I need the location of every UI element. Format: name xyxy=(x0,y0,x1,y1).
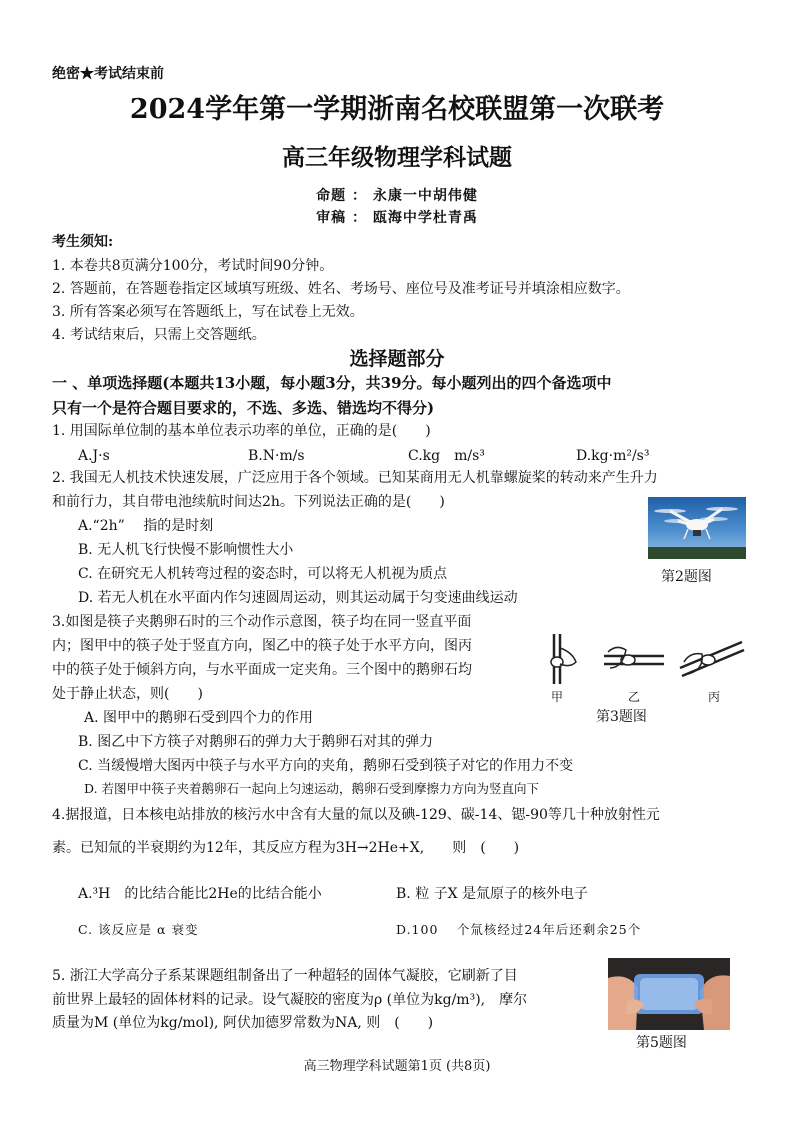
notice-item: 3. 所有答案必须写在答题纸上，写在试卷上无效。 xyxy=(52,304,364,320)
q3-option-d: D. 若图甲中筷子夹着鹅卵石一起向上匀速运动，鹅卵石受到摩擦力方向为竖直向下 xyxy=(84,781,540,796)
q3-option-a: A. 图甲中的鹅卵石受到四个力的作用 xyxy=(84,710,314,726)
notice-item: 4. 考试结束后，只需上交答题纸。 xyxy=(52,327,266,343)
q4-option-c: C. 该反应是 α 衰变 xyxy=(78,922,199,937)
reviewer-line: 审稿 ： 瓯海中学杜青禹 xyxy=(316,210,478,226)
notice-item: 1. 本卷共8页满分100分，考试时间90分钟。 xyxy=(52,258,334,274)
q3-figure-label: 甲 xyxy=(551,690,564,704)
author-line: 命题 ： 永康一中胡伟健 xyxy=(316,188,478,204)
q3-stem-line: 处于静止状态，则( ) xyxy=(52,686,203,702)
q2-option-b: B. 无人机飞行快慢不影响惯性大小 xyxy=(78,542,294,558)
notice-item: 2. 答题前，在答题卷指定区域填写班级、姓名、考场号、座位号及准考证号并填涂相应数字。 xyxy=(52,281,630,297)
q1-option-b: B.N·m/s xyxy=(248,448,305,464)
q1-option-c: C.kg m/s³ xyxy=(408,448,485,464)
drone-photo xyxy=(648,497,746,559)
q4-stem-line: 素。已知氚的半衰期约为12年，其反应方程为3H→2He+X, 则 ( ) xyxy=(52,840,520,856)
page-footer: 高三物理学科试题第1页 (共8页) xyxy=(303,1059,491,1074)
q4-stem-line: 4.据报道，日本核电站排放的核污水中含有大量的氚以及碘-129、碳-14、锶-90等几十种放射性元 xyxy=(52,807,660,823)
section-intro-line: 一 、单项选择题(本题共13小题，每小题3分，共39分。每小题列出的四个备选项中 xyxy=(52,374,612,392)
section-intro-line: 只有一个是符合题目要求的，不选、多选、错选均不得分) xyxy=(52,399,435,417)
q2-stem-line: 和前行力，其自带电池续航时间达2h。下列说法正确的是( ) xyxy=(52,494,445,510)
q1-option-a: A.J·s xyxy=(78,448,110,464)
q3-figure-label: 丙 xyxy=(708,690,721,704)
q3-stem-line: 3.如图是筷子夹鹅卵石时的三个动作示意图，筷子均在同一竖直平面 xyxy=(52,614,472,630)
q3-stem-line: 中的筷子处于倾斜方向，与水平面成一定夹角。三个图中的鹅卵石均 xyxy=(52,662,472,678)
aerogel-photo xyxy=(608,958,730,1030)
q2-option-d: D. 若无人机在水平面内作匀速圆周运动，则其运动属于匀变速曲线运动 xyxy=(78,590,518,606)
q5-stem-line: 前世界上最轻的固体材料的记录。设气凝胶的密度为ρ (单位为kg/m³), 摩尔 xyxy=(52,992,528,1008)
q1-option-d: D.kg·m²/s³ xyxy=(576,448,650,464)
notice-heading: 考生须知: xyxy=(52,234,114,250)
confidential-mark: 绝密★考试结束前 xyxy=(52,66,164,82)
q4-option-d: D.100 个氚核经过24年后还剩余25个 xyxy=(396,922,642,937)
q5-figure-caption: 第5题图 xyxy=(636,1035,687,1051)
q3-figure-label: 乙 xyxy=(628,690,641,704)
subject-title: 高三年级物理学科试题 xyxy=(282,144,512,171)
q1-stem: 1. 用国际单位制的基本单位表示功率的单位，正确的是( ) xyxy=(52,423,431,439)
q4-option-b: B. 粒 子X 是氚原子的核外电子 xyxy=(396,886,589,902)
q3-figure-caption: 第3题图 xyxy=(596,709,647,725)
q5-stem-line: 质量为M (单位为kg/mol), 阿伏加德罗常数为NA, 则 ( ) xyxy=(52,1015,434,1031)
exam-title: 2024学年第一学期浙南名校联盟第一次联考 xyxy=(129,94,665,125)
q2-option-a: A.“2h” 指的是时刻 xyxy=(78,518,214,534)
q2-option-c: C. 在研究无人机转弯过程的姿态时，可以将无人机视为质点 xyxy=(78,566,448,582)
chopsticks-figure xyxy=(546,634,746,686)
section-title: 选择题部分 xyxy=(349,348,445,370)
q3-option-b: B. 图乙中下方筷子对鹅卵石的弹力大于鹅卵石对其的弹力 xyxy=(78,734,434,750)
q4-option-a: A.³H 的比结合能比2He的比结合能小 xyxy=(78,886,322,902)
q5-stem-line: 5. 浙江大学高分子系某课题组制备出了一种超轻的固体气凝胶，它刷新了目 xyxy=(52,968,518,984)
q2-figure-caption: 第2题图 xyxy=(661,569,712,585)
q2-stem-line: 2. 我国无人机技术快速发展，广泛应用于各个领域。已知某商用无人机靠螺旋桨的转动来产生升力 xyxy=(52,470,658,486)
q3-stem-line: 内；图甲中的筷子处于竖直方向，图乙中的筷子处于水平方向，图丙 xyxy=(52,638,472,654)
q3-option-c: C. 当缓慢增大图丙中筷子与水平方向的夹角，鹅卵石受到筷子对它的作用力不变 xyxy=(78,758,574,774)
